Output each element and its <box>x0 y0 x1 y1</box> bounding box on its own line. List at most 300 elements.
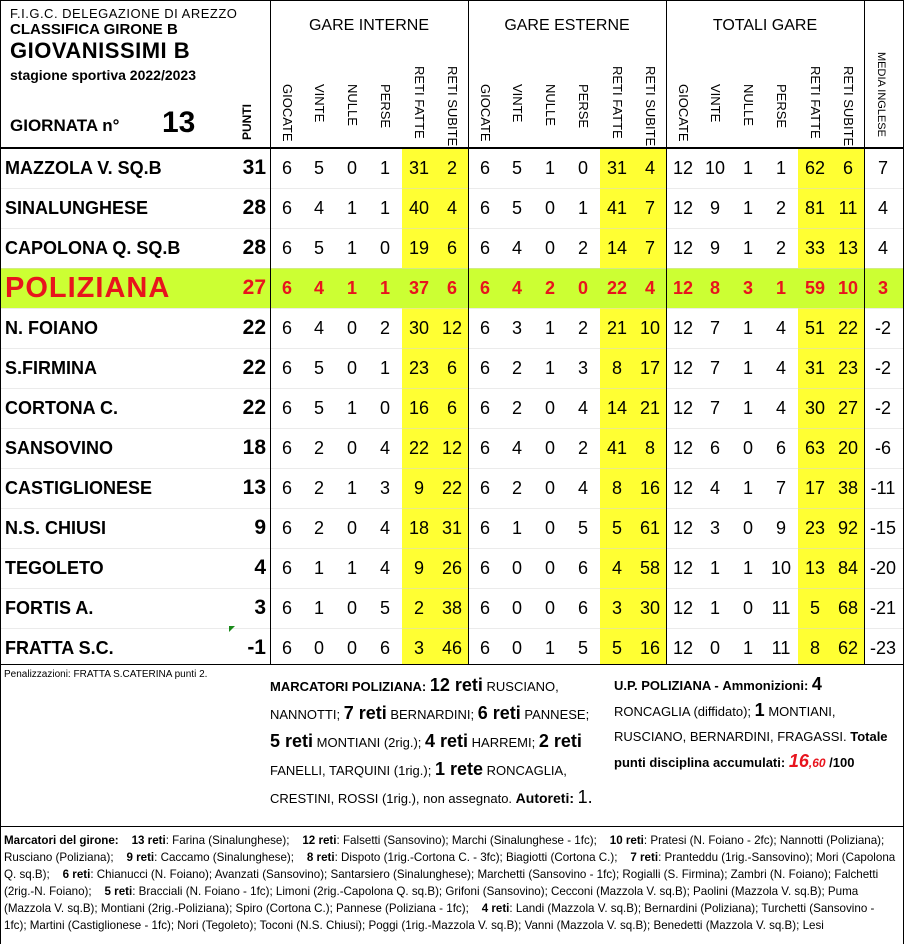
stat-cell: 1 <box>742 638 753 658</box>
stat-cell: 0 <box>742 518 753 538</box>
table-row <box>0 188 904 228</box>
team-name: S.FIRMINA <box>5 358 97 378</box>
stat-cell: 4 <box>644 158 655 178</box>
marcatori-t4: PANNESE; <box>524 707 590 722</box>
stat-cell: 12 <box>441 318 463 338</box>
subcolumn-header: VINTE <box>510 84 525 123</box>
marcatori-t2: NANNOTTI; <box>270 707 341 722</box>
stat-cell: 4 <box>313 198 324 218</box>
stat-cell: 41 <box>606 438 628 458</box>
stat-cell: 1 <box>544 358 555 378</box>
subcolumn-header: VINTE <box>708 84 723 123</box>
girone-scorers <box>4 832 898 934</box>
stat-cell: 20 <box>837 438 859 458</box>
stat-cell: 6 <box>281 558 292 578</box>
team-points: 9 <box>254 516 266 539</box>
stat-cell: 12 <box>672 398 694 418</box>
giornata-label: GIORNATA n° <box>10 116 120 135</box>
stat-cell: 0 <box>577 158 588 178</box>
stat-cell: 4 <box>379 558 390 578</box>
marcatori-poliziana <box>270 672 600 812</box>
table-row <box>0 628 904 668</box>
stat-cell: 2 <box>511 398 522 418</box>
stat-cell: 41 <box>606 198 628 218</box>
stat-cell: 1 <box>709 558 720 578</box>
disciplina-label: punti disciplina accumulati: <box>614 755 786 770</box>
totale-label: Totale <box>850 729 888 744</box>
team-points: 22 <box>242 356 266 379</box>
stat-cell: 10 <box>770 558 792 578</box>
stat-cell: 6 <box>281 398 292 418</box>
stat-cell: 0 <box>544 598 555 618</box>
stat-cell: 6 <box>281 318 292 338</box>
stat-cell: 5 <box>809 598 820 618</box>
stat-cell: 5 <box>611 518 622 538</box>
stat-cell: 22 <box>837 318 859 338</box>
team-name: CORTONA C. <box>5 398 119 418</box>
stat-cell: 8 <box>709 278 720 298</box>
marcatori-t6: HARREMI; <box>471 735 536 750</box>
girone-scorer-count: 6 reti <box>62 868 91 881</box>
stat-cell: 4 <box>775 398 786 418</box>
stat-cell: 19 <box>408 238 430 258</box>
stat-cell: 4 <box>644 278 655 298</box>
stat-cell: 22 <box>606 278 628 298</box>
autoreti-label: Autoreti: <box>515 790 574 806</box>
subcolumn-header: NULLE <box>345 84 360 126</box>
giornata-number: 13 <box>162 106 196 139</box>
media-inglese-cell: 3 <box>877 278 888 298</box>
stat-cell: 30 <box>639 598 661 618</box>
stat-cell: 0 <box>511 638 522 658</box>
stat-cell: 6 <box>479 398 490 418</box>
stat-cell: 1 <box>379 278 390 298</box>
team-points: -1 <box>247 636 266 659</box>
stat-cell: 30 <box>804 398 826 418</box>
table-row <box>0 428 904 468</box>
stat-cell: 0 <box>346 638 357 658</box>
girone-scorer-names: : Farina (Sinalunghese); <box>165 834 290 847</box>
media-inglese-cell: 7 <box>877 158 888 178</box>
table-row <box>0 228 904 268</box>
marcatori-n1: 12 reti <box>429 675 483 695</box>
stat-cell: 4 <box>313 318 324 338</box>
stat-cell: 51 <box>804 318 826 338</box>
stat-cell: 13 <box>804 558 826 578</box>
stat-cell: 7 <box>709 318 720 338</box>
subcolumn-header: NULLE <box>543 84 558 126</box>
media-inglese-cell: -20 <box>869 558 896 578</box>
stat-cell: 27 <box>837 398 859 418</box>
stat-cell: 30 <box>408 318 430 338</box>
stat-cell: 0 <box>544 518 555 538</box>
team-points: 18 <box>242 436 266 459</box>
stat-cell: 1 <box>742 358 753 378</box>
stat-cell: 4 <box>611 558 622 578</box>
stat-cell: 12 <box>672 158 694 178</box>
stat-cell: 6 <box>479 318 490 338</box>
stat-cell: 0 <box>346 318 357 338</box>
stat-cell: 3 <box>709 518 720 538</box>
team-points: 28 <box>242 196 266 219</box>
stat-cell: 6 <box>479 638 490 658</box>
stat-cell: 8 <box>611 358 622 378</box>
marcatori-n5: 4 reti <box>425 731 469 751</box>
stat-cell: 92 <box>837 518 859 538</box>
stat-cell: 6 <box>842 158 853 178</box>
girone-scorer-names: : Dispoto (1rig.-Cortona C. - 3fc); Biagiotti (Cortona C.); <box>334 851 618 864</box>
team-name: FORTIS A. <box>5 598 94 618</box>
stat-cell: 0 <box>709 638 720 658</box>
stat-cell: 10 <box>704 158 726 178</box>
stat-cell: 1 <box>346 558 357 578</box>
stat-cell: 0 <box>346 598 357 618</box>
stat-cell: 6 <box>281 638 292 658</box>
stat-cell: 1 <box>742 558 753 578</box>
stat-cell: 1 <box>775 158 786 178</box>
stat-cell: 12 <box>441 438 463 458</box>
team-points: 4 <box>254 556 266 579</box>
team-points: 22 <box>242 316 266 339</box>
stat-cell: 1 <box>577 198 588 218</box>
team-points: 3 <box>254 596 266 619</box>
stat-cell: 7 <box>709 358 720 378</box>
stat-cell: 8 <box>644 438 655 458</box>
stat-cell: 6 <box>446 398 457 418</box>
girone-scorer-count: 13 reti <box>131 834 166 847</box>
stat-cell: 9 <box>413 478 424 498</box>
girone-scorer-count: 9 reti <box>126 851 155 864</box>
stat-cell: 2 <box>379 318 390 338</box>
stat-cell: 5 <box>511 198 522 218</box>
stat-cell: 1 <box>511 518 522 538</box>
stat-cell: 4 <box>313 278 324 298</box>
group-esterne: GARE ESTERNE <box>504 17 630 34</box>
stat-cell: 2 <box>511 478 522 498</box>
media-inglese-cell: -2 <box>874 358 891 378</box>
stat-cell: 2 <box>775 198 786 218</box>
stat-cell: 8 <box>611 478 622 498</box>
stat-cell: 0 <box>544 558 555 578</box>
group-interne: GARE INTERNE <box>308 17 429 34</box>
table-row <box>0 268 904 308</box>
stat-cell: 58 <box>639 558 661 578</box>
stat-cell: 1 <box>379 358 390 378</box>
girone-scorer-count: 12 reti <box>302 834 337 847</box>
stat-cell: 26 <box>441 558 463 578</box>
media-inglese-cell: -6 <box>874 438 891 458</box>
stat-cell: 4 <box>446 198 457 218</box>
subcolumn-header: RETI FATTE <box>610 66 625 139</box>
stat-cell: 7 <box>644 238 655 258</box>
stat-cell: 22 <box>441 478 463 498</box>
media-inglese-header: MEDIA INGLESE <box>875 52 887 137</box>
stat-cell: 0 <box>511 558 522 578</box>
stat-cell: 23 <box>804 518 826 538</box>
stat-cell: 3 <box>413 638 424 658</box>
stat-cell: 6 <box>281 518 292 538</box>
marcatori-t1: RUSCIANO, <box>486 679 559 694</box>
stat-cell: 1 <box>313 558 324 578</box>
stat-cell: 10 <box>837 278 859 298</box>
team-name: CAPOLONA Q. SQ.B <box>5 238 181 258</box>
stat-cell: 4 <box>379 518 390 538</box>
stat-cell: 6 <box>479 198 490 218</box>
stat-cell: 6 <box>479 558 490 578</box>
stat-cell: 1 <box>313 598 324 618</box>
stat-cell: 5 <box>313 358 324 378</box>
up-n1: 1 <box>754 700 765 720</box>
stat-cell: 6 <box>479 478 490 498</box>
stat-cell: 33 <box>804 238 826 258</box>
marcatori-n6: 2 reti <box>538 731 582 751</box>
up-t3: RUSCIANO, BERNARDINI, FRAGASSI. <box>614 729 847 744</box>
stat-cell: 8 <box>809 638 820 658</box>
stat-cell: 40 <box>408 198 430 218</box>
subcolumn-header: GIOCATE <box>280 84 295 142</box>
table-row <box>0 348 904 388</box>
stat-cell: 0 <box>544 438 555 458</box>
stat-cell: 11 <box>771 598 791 618</box>
team-name: FRATTA S.C. <box>5 638 114 658</box>
stat-cell: 1 <box>379 198 390 218</box>
subcolumn-header: PERSE <box>774 84 789 129</box>
up-poliziana <box>614 672 898 776</box>
disciplina-value: 16 <box>788 751 809 771</box>
stat-cell: 6 <box>446 278 457 298</box>
marcatori-n4: 5 reti <box>270 731 314 751</box>
stat-cell: 5 <box>313 158 324 178</box>
stat-cell: 1 <box>346 238 357 258</box>
table-row <box>0 388 904 428</box>
stat-cell: 4 <box>379 438 390 458</box>
stat-cell: 6 <box>281 478 292 498</box>
stat-cell: 1 <box>346 198 357 218</box>
stat-cell: 1 <box>346 398 357 418</box>
stat-cell: 0 <box>346 518 357 538</box>
stat-cell: 6 <box>479 158 490 178</box>
stat-cell: 7 <box>775 478 786 498</box>
stat-cell: 9 <box>775 518 786 538</box>
table-row <box>0 548 904 588</box>
marcatori-n2: 7 reti <box>343 703 387 723</box>
stat-cell: 18 <box>408 518 430 538</box>
stat-cell: 12 <box>672 198 694 218</box>
stat-cell: 6 <box>281 438 292 458</box>
stat-cell: 0 <box>346 358 357 378</box>
stat-cell: 0 <box>379 238 390 258</box>
girone-scorer-names: : Pranteddu (1rig.-Sansovino); Mori (Capolona Q. sq.B); <box>4 851 896 881</box>
stat-cell: 62 <box>837 638 859 658</box>
team-name: TEGOLETO <box>5 558 104 578</box>
stat-cell: 2 <box>413 598 424 618</box>
penalty-note: Penalizzazioni: FRATTA S.CATERINA punti 2. <box>4 669 208 680</box>
subcolumn-header: VINTE <box>312 84 327 123</box>
stat-cell: 4 <box>577 398 588 418</box>
stat-cell: 0 <box>544 198 555 218</box>
stat-cell: 1 <box>379 158 390 178</box>
ammonizioni-value: 4 <box>811 674 822 694</box>
stat-cell: 6 <box>479 598 490 618</box>
stat-cell: 0 <box>742 598 753 618</box>
stat-cell: 5 <box>313 238 324 258</box>
stat-cell: 4 <box>511 278 522 298</box>
stat-cell: 62 <box>804 158 826 178</box>
stat-cell: 12 <box>672 598 694 618</box>
media-inglese-cell: -2 <box>874 318 891 338</box>
stat-cell: 6 <box>577 558 588 578</box>
stat-cell: 38 <box>837 478 859 498</box>
stat-cell: 17 <box>639 358 661 378</box>
girone-scorer-names: : Falsetti (Sansovino); Marchi (Sinalunghese - 1fc); <box>336 834 597 847</box>
stat-cell: 31 <box>408 158 430 178</box>
stat-cell: 3 <box>577 358 588 378</box>
note-marker <box>229 626 235 632</box>
stat-cell: 0 <box>742 438 753 458</box>
team-name: SANSOVINO <box>5 438 114 458</box>
marcatori-t3: BERNARDINI; <box>390 707 475 722</box>
stat-cell: 1 <box>742 198 753 218</box>
stat-cell: 6 <box>281 158 292 178</box>
stat-cell: 81 <box>804 198 826 218</box>
media-inglese-cell: -21 <box>869 598 896 618</box>
stat-cell: 14 <box>606 398 628 418</box>
stat-cell: 2 <box>577 238 588 258</box>
season-title: stagione sportiva 2022/2023 <box>10 67 196 83</box>
girone-scorer-count: 5 reti <box>104 885 133 898</box>
stat-cell: 63 <box>804 438 826 458</box>
stat-cell: 6 <box>281 598 292 618</box>
stat-cell: 1 <box>742 238 753 258</box>
stat-cell: 6 <box>446 238 457 258</box>
stat-cell: 2 <box>577 318 588 338</box>
team-points: 31 <box>242 156 266 179</box>
stat-cell: 1 <box>775 278 786 298</box>
stat-cell: 3 <box>611 598 622 618</box>
stat-cell: 1 <box>544 638 555 658</box>
stat-cell: 12 <box>672 518 694 538</box>
stat-cell: 1 <box>742 158 753 178</box>
stat-cell: 3 <box>742 278 753 298</box>
subcolumn-header: RETI SUBITE <box>841 66 856 147</box>
stat-cell: 1 <box>742 398 753 418</box>
stat-cell: 2 <box>313 478 324 498</box>
team-name: N.S. CHIUSI <box>5 518 107 538</box>
stat-cell: 7 <box>709 398 720 418</box>
stat-cell: 61 <box>639 518 661 538</box>
media-inglese-cell: 4 <box>877 238 888 258</box>
stat-cell: 12 <box>672 638 694 658</box>
stat-cell: 6 <box>709 438 720 458</box>
stat-cell: 2 <box>544 278 555 298</box>
stat-cell: 37 <box>408 278 430 298</box>
punti-header: PUNTI <box>240 104 254 140</box>
stat-cell: 9 <box>709 238 720 258</box>
subcolumn-header: GIOCATE <box>478 84 493 142</box>
stat-cell: 5 <box>577 638 588 658</box>
stat-cell: 1 <box>346 478 357 498</box>
stat-cell: 22 <box>408 438 430 458</box>
table-row <box>0 308 904 348</box>
stat-cell: 17 <box>804 478 826 498</box>
girone-scorer-names: : Caccamo (Sinalunghese); <box>154 851 294 864</box>
stat-cell: 21 <box>606 318 628 338</box>
stat-cell: 12 <box>672 238 694 258</box>
stat-cell: 0 <box>313 638 324 658</box>
girone-scorer-count: 8 reti <box>306 851 335 864</box>
stat-cell: 1 <box>742 318 753 338</box>
marcatori-t7: FANELLI, TARQUINI (1rig.); <box>270 763 432 778</box>
stat-cell: 31 <box>804 358 826 378</box>
disciplina-decimal: ,60 <box>808 756 826 770</box>
team-points: 22 <box>242 396 266 419</box>
stat-cell: 21 <box>639 398 661 418</box>
stat-cell: 5 <box>611 638 622 658</box>
girone-scorer-names: : Landi (Mazzola V. sq.B); Bernardini (Poliziana); Turchetti (Sansovino - 1fc); Martini (Castiglionese - 1fc); Nori (Tegoleto); Toconi (N.S. Chiusi); Poggi (1rig.-Mazzola V. sq.B); Vanni (Mazzola V. sq.B); Benedetti (Mazzola V. sq.B); Lesi <box>4 902 875 932</box>
up-t2: MONTIANI, <box>768 704 836 719</box>
stat-cell: 4 <box>775 358 786 378</box>
stat-cell: 6 <box>479 438 490 458</box>
stat-cell: 2 <box>775 238 786 258</box>
stat-cell: 6 <box>281 238 292 258</box>
stat-cell: 1 <box>544 318 555 338</box>
stat-cell: 6 <box>577 598 588 618</box>
team-name: N. FOIANO <box>5 318 98 338</box>
media-inglese-cell: -15 <box>869 518 896 538</box>
stat-cell: 4 <box>577 478 588 498</box>
stat-cell: 6 <box>479 278 490 298</box>
stat-cell: 0 <box>379 398 390 418</box>
marcatori-n7: 1 rete <box>434 759 484 779</box>
disciplina-total: /100 <box>829 755 855 770</box>
stat-cell: 6 <box>446 358 457 378</box>
ammonizioni-label: Ammonizioni: <box>722 678 809 693</box>
autoreti-value: 1. <box>577 787 593 807</box>
stat-cell: 6 <box>479 238 490 258</box>
stat-cell: 5 <box>577 518 588 538</box>
stat-cell: 6 <box>281 278 292 298</box>
stat-cell: 6 <box>379 638 390 658</box>
subcolumn-header: PERSE <box>378 84 393 129</box>
subcolumn-header: RETI FATTE <box>808 66 823 139</box>
team-name: MAZZOLA V. SQ.B <box>5 158 162 178</box>
girone-scorer-count: Marcatori del girone: <box>4 834 119 847</box>
media-inglese-cell: -11 <box>870 478 896 498</box>
stat-cell: 2 <box>577 438 588 458</box>
stat-cell: 1 <box>544 158 555 178</box>
stat-cell: 12 <box>672 278 694 298</box>
stat-cell: 2 <box>446 158 457 178</box>
media-inglese-cell: -23 <box>869 638 896 658</box>
federation-title: F.I.G.C. DELEGAZIONE DI AREZZO <box>10 6 238 21</box>
stat-cell: 0 <box>511 598 522 618</box>
up-title: U.P. POLIZIANA - <box>614 678 719 693</box>
subcolumn-header: RETI SUBITE <box>445 66 460 147</box>
stat-cell: 14 <box>606 238 628 258</box>
stat-cell: 3 <box>379 478 390 498</box>
stat-cell: 4 <box>775 318 786 338</box>
stat-cell: 11 <box>838 198 858 218</box>
stat-cell: 5 <box>313 398 324 418</box>
marcatori-t9: CRESTINI, ROSSI (1rig.), non assegnato. <box>270 791 513 806</box>
stat-cell: 1 <box>346 278 357 298</box>
group-totali: TOTALI GARE <box>712 17 818 34</box>
stat-cell: 4 <box>511 438 522 458</box>
stat-cell: 46 <box>441 638 463 658</box>
stat-cell: 12 <box>672 558 694 578</box>
stat-cell: 10 <box>639 318 661 338</box>
category-title: GIOVANISSIMI B <box>10 38 191 63</box>
